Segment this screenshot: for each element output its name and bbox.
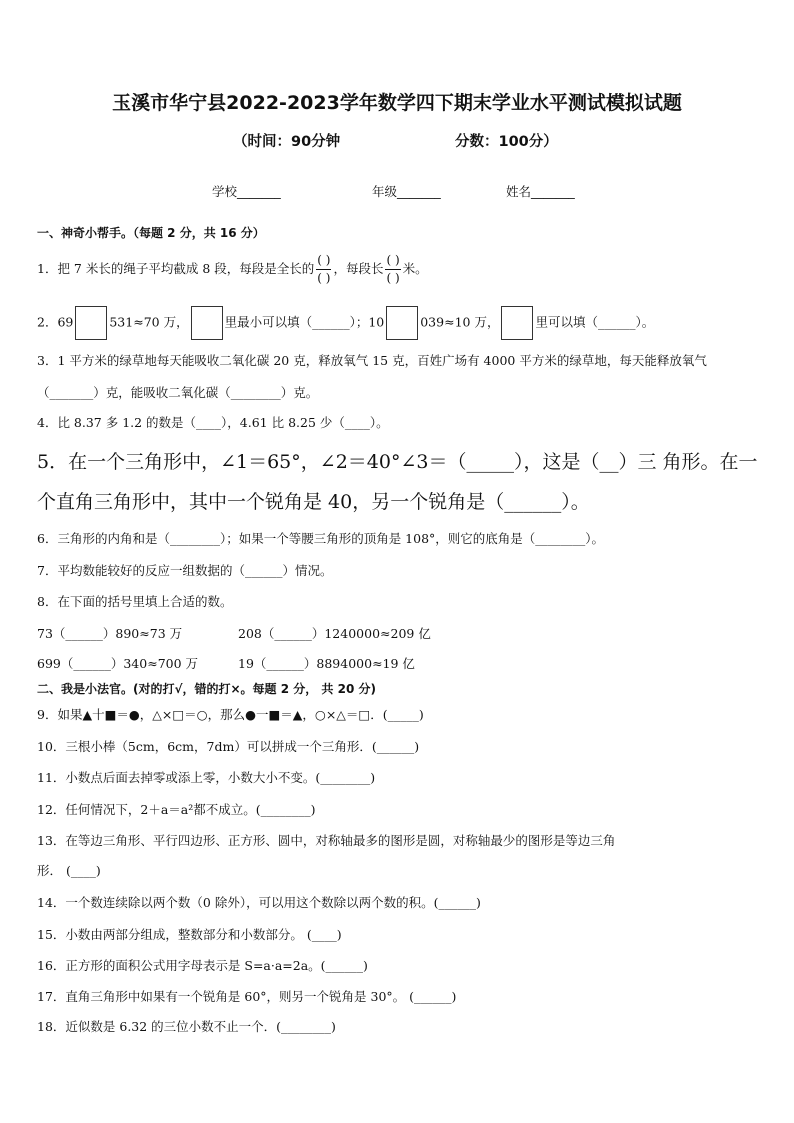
section-2-heading: 二、我是小法官。(对的打√，错的打×。每题 2 分， 共 20 分) <box>37 682 376 696</box>
question-3-line-1: 3．1 平方米的绿草地每天能吸收二氧化碳 20 克，释放氧气 15 克，百姓广场有 4000 平方米的绿草地，每天能释放氧气 <box>37 353 707 368</box>
q8-item: 699（______）340≈700 万 <box>37 656 199 671</box>
question-5-line-1: 5．在一个三角形中，∠1＝65°，∠2＝40°∠3＝（_____），这是（__）三 角形。在一 <box>37 451 758 473</box>
question-4: 4．比 8.37 多 1.2 的数是（____），4.61 比 8.25 少（____）。 <box>37 415 389 430</box>
fraction-blank-2: $\frac{( )}{( )}$ <box>386 253 400 285</box>
question-16: 16．正方形的面积公式用字母表示是 S=a·a=2a。(______) <box>37 958 368 973</box>
question-9: 9．如果▲十■＝●，△×□＝○，那么●一■＝▲，○×△＝□．(_____) <box>37 707 424 722</box>
page-title: 玉溪市华宁县2022-2023学年数学四下期末学业水平测试模拟试题 <box>112 92 682 114</box>
question-6: 6．三角形的内角和是（________）；如果一个等腰三角形的顶角是 108°，则它的底角是（________）。 <box>37 531 605 546</box>
question-17: 17．直角三角形中如果有一个锐角是 60°，则另一个锐角是 30°。 (______) <box>37 989 457 1004</box>
question-15: 15．小数由两部分组成，整数部分和小数部分。 (____) <box>37 927 342 942</box>
grade-field: 年级_______ <box>372 184 441 199</box>
school-field: 学校_______ <box>212 184 281 199</box>
answer-box <box>75 306 107 340</box>
question-2: 2．69 531≈70 万， 里最小可以填（______）；10 039≈10 万， 里可以填（______）。 <box>37 306 654 340</box>
answer-box <box>386 306 418 340</box>
question-12: 12．任何情况下，2＋a＝a²都不成立。(________) <box>37 802 316 817</box>
question-7: 7．平均数能较好的反应一组数据的（______）情况。 <box>37 563 333 578</box>
fraction-blank-1: $\frac{( )}{( )}$ <box>317 253 331 285</box>
question-5-line-2: 个直角三角形中，其中一个锐角是 40，另一个锐角是（______）。 <box>37 491 590 513</box>
section-1-heading: 一、神奇小帮手。（每题 2 分，共 16 分） <box>37 226 265 240</box>
question-18: 18．近似数是 6.32 的三位小数不止一个．(________) <box>37 1019 336 1034</box>
question-13-line-2: 形． (____) <box>37 863 101 878</box>
answer-box <box>191 306 223 340</box>
question-11: 11．小数点后面去掉零或添上零，小数大小不变。(________) <box>37 770 376 785</box>
name-field: 姓名_______ <box>506 184 575 199</box>
time-label: （时间：90分钟 <box>233 134 341 150</box>
score-label: 分数：100分） <box>455 134 558 150</box>
question-10: 10．三根小棒（5cm，6cm，7dm）可以拼成一个三角形．(______) <box>37 739 420 754</box>
q8-item: 208（______）1240000≈209 亿 <box>238 626 431 641</box>
answer-box <box>501 306 533 340</box>
question-8: 8．在下面的括号里填上合适的数。 <box>37 594 233 609</box>
question-14: 14．一个数连续除以两个数（0 除外），可以用这个数除以两个数的积。(______) <box>37 895 481 910</box>
q8-item: 73（______）890≈73 万 <box>37 626 183 641</box>
q8-item: 19（______）8894000≈19 亿 <box>238 656 415 671</box>
exam-subtitle <box>233 130 558 151</box>
question-1: 1．把 7 米长的绳子平均截成 8 段，每段是全长的 $\frac{( )}{( )}$ ，每段长 $\frac{( )}{( )}$ 米。 <box>37 253 428 285</box>
question-13-line-1: 13．在等边三角形、平行四边形、正方形、圆中，对称轴最多的图形是圆，对称轴最少的图形是等边三角 <box>37 833 616 848</box>
question-3-line-2: （_______）克，能吸收二氧化碳（________）克。 <box>37 385 319 400</box>
